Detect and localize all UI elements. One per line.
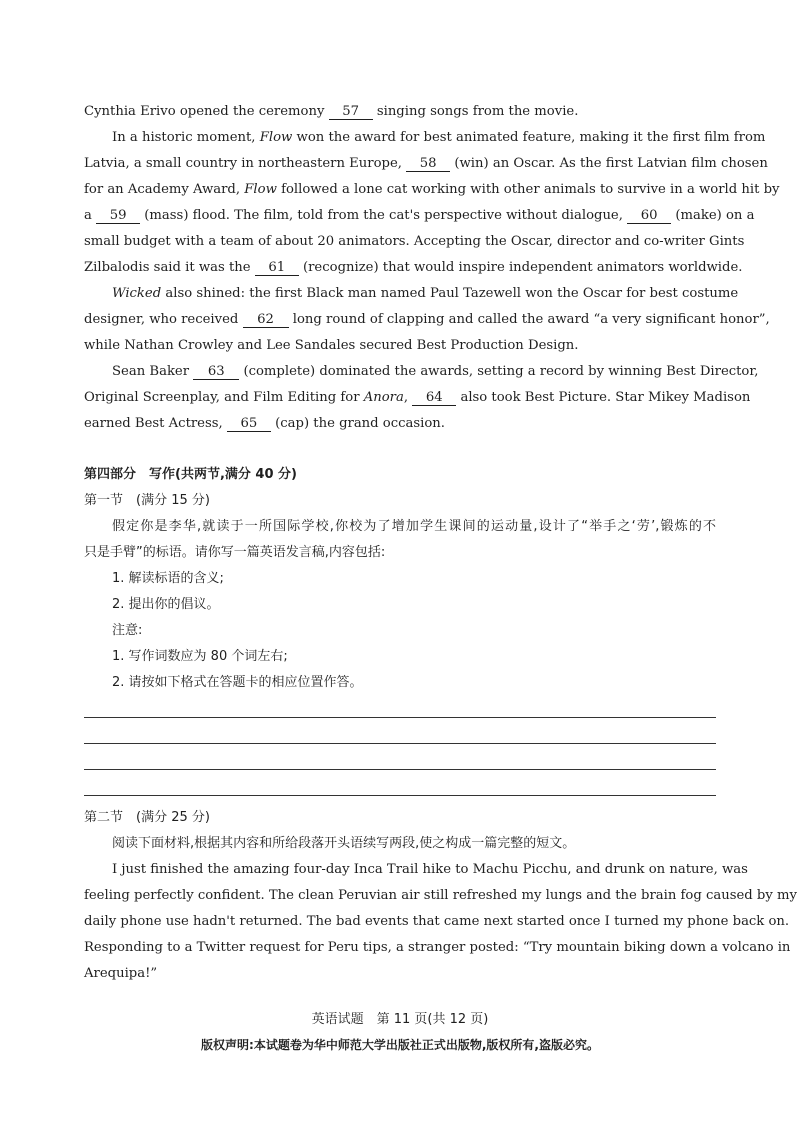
copyright-notice: 版权声明:本试题卷为华中师范大学出版社正式出版物,版权所有,盗版必究。 xyxy=(201,1038,599,1052)
text: Latvia, a small country in northeastern Europe, xyxy=(84,156,402,171)
blank-59[interactable]: 59 xyxy=(96,208,140,224)
text: won the award for best animated feature, making it the first film from xyxy=(296,130,766,145)
text: , xyxy=(403,390,409,405)
passage-line xyxy=(112,362,759,382)
text: singing songs from the movie. xyxy=(376,104,579,119)
blank-60[interactable]: 60 xyxy=(627,208,671,224)
section2-heading: 第二节 (满分 25 分) xyxy=(84,810,210,825)
story-line: Responding to a Twitter request for Peru tips, a stranger posted: “Try mountain biking down a volcano in xyxy=(84,940,791,955)
note-label: 注意: xyxy=(112,623,143,638)
note-item-2: 2. 请按如下格式在答题卡的相应位置作答。 xyxy=(112,675,363,690)
text: also took Best Picture. Star Mikey Madison xyxy=(460,390,751,405)
text: Zilbalodis said it was the xyxy=(84,260,251,275)
text: (cap) the grand occasion. xyxy=(275,416,445,431)
story-line: Arequipa!” xyxy=(84,966,158,981)
page-number: 英语试题 第 11 页(共 12 页) xyxy=(311,1012,489,1027)
blank-61[interactable]: 61 xyxy=(255,260,299,276)
film-title: Anora xyxy=(363,390,404,405)
passage-line xyxy=(84,258,743,278)
section1-heading: 第一节 (满分 15 分) xyxy=(84,493,210,508)
content-item-1: 1. 解读标语的含义; xyxy=(112,571,224,586)
text: (win) an Oscar. As the first Latvian film chosen xyxy=(454,156,768,171)
text: In a historic moment, xyxy=(112,130,256,145)
content-item-2: 2. 提出你的倡议。 xyxy=(112,597,220,612)
text: earned Best Actress, xyxy=(84,416,223,431)
section1-prompt-line1: 假定你是李华,就读于一所国际学校,你校为了增加学生课间的运动量,设计了“举手之‘劳’,锻炼的不 xyxy=(112,519,716,534)
film-title: Flow xyxy=(259,130,293,145)
answer-line[interactable] xyxy=(84,769,716,770)
text: small budget with a team of about 20 animators. Accepting the Oscar, director and co-writer Gints xyxy=(84,234,745,249)
blank-65[interactable]: 65 xyxy=(227,416,271,432)
text: while Nathan Crowley and Lee Sandales secured Best Production Design. xyxy=(84,338,579,353)
film-title: Wicked xyxy=(112,286,162,301)
answer-line[interactable] xyxy=(84,795,716,796)
story-line: feeling perfectly confident. The clean Peruvian air still refreshed my lungs and the brain fog caused by my xyxy=(84,888,797,903)
text: designer, who received xyxy=(84,312,239,327)
passage-line xyxy=(84,232,745,252)
passage-line xyxy=(112,128,766,148)
passage-line xyxy=(84,102,716,122)
blank-63[interactable]: 63 xyxy=(193,364,239,380)
text: (make) on a xyxy=(675,208,755,223)
text: (recognize) that would inspire independent animators worldwide. xyxy=(302,260,743,275)
film-title: Flow xyxy=(244,182,277,197)
passage-line xyxy=(84,310,770,330)
blank-62[interactable]: 62 xyxy=(243,312,289,328)
passage-line xyxy=(84,336,716,356)
text: followed a lone cat working with other animals to survive in a world hit by xyxy=(281,182,780,197)
passage-line xyxy=(84,206,755,226)
story-line: I just finished the amazing four-day Inca Trail hike to Machu Picchu, and drunk on nature, was xyxy=(112,862,748,877)
text: also shined: the first Black man named Paul Tazewell won the Oscar for best costume xyxy=(165,286,739,301)
passage-line xyxy=(84,180,780,200)
blank-64[interactable]: 64 xyxy=(412,390,456,406)
part4-heading: 第四部分 写作(共两节,满分 40 分) xyxy=(84,467,297,482)
story-line: daily phone use hadn't returned. The bad events that came next started once I turned my phone back on. xyxy=(84,914,790,929)
answer-line[interactable] xyxy=(84,717,716,718)
passage-line xyxy=(84,414,716,434)
answer-line[interactable] xyxy=(84,743,716,744)
note-item-1: 1. 写作词数应为 80 个词左右; xyxy=(112,649,288,664)
blank-58[interactable]: 58 xyxy=(406,156,450,172)
text: Original Screenplay, and Film Editing for xyxy=(84,390,360,405)
text: long round of clapping and called the award “a very significant honor”, xyxy=(292,312,770,327)
text: for an Academy Award, xyxy=(84,182,241,197)
text: (complete) dominated the awards, setting a record by winning Best Director, xyxy=(243,364,759,379)
section1-prompt-line2: 只是手臂”的标语。请你写一篇英语发言稿,内容包括: xyxy=(84,545,386,560)
passage-line xyxy=(84,154,768,174)
passage-line xyxy=(84,388,751,408)
text: Cynthia Erivo opened the ceremony xyxy=(84,104,325,119)
section2-prompt: 阅读下面材料,根据其内容和所给段落开头语续写两段,使之构成一篇完整的短文。 xyxy=(112,836,576,851)
text: (mass) flood. The film, told from the cat's perspective without dialogue, xyxy=(144,208,623,223)
passage-line xyxy=(112,284,739,304)
text: a xyxy=(84,208,92,223)
blank-57[interactable]: 57 xyxy=(329,104,373,120)
text: Sean Baker xyxy=(112,364,190,379)
